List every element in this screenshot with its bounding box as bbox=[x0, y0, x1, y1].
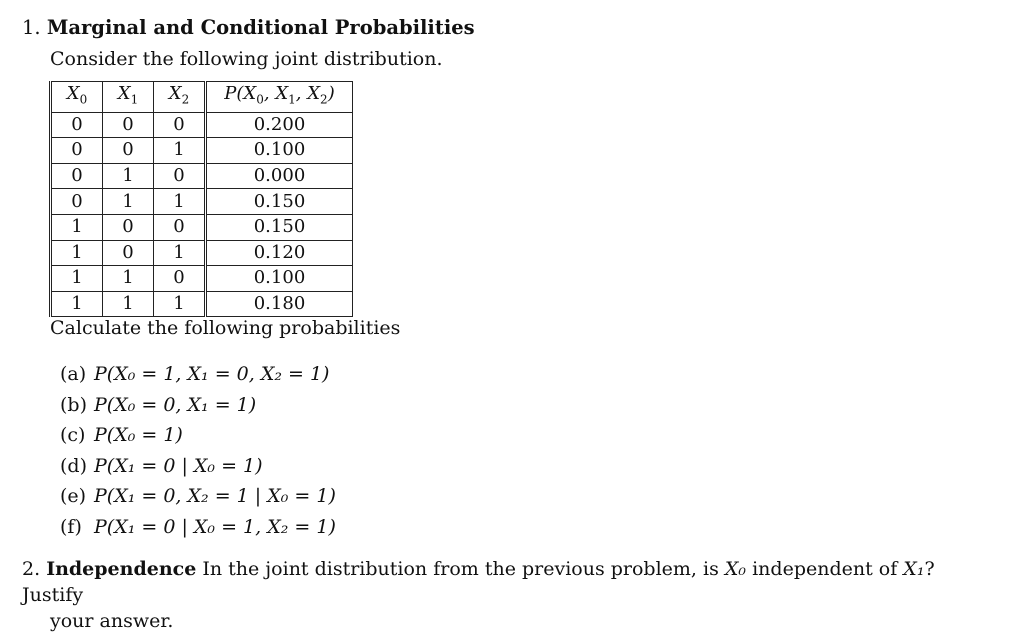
cell-x2: 1 bbox=[154, 291, 206, 317]
table-row bbox=[51, 266, 353, 292]
part-label: (d) bbox=[60, 454, 87, 477]
problem-2-text-line2: your answer. bbox=[50, 610, 174, 632]
part-expression: P(X₁ = 0, X₂ = 1 | X₀ = 1) bbox=[94, 485, 336, 507]
table-header-row bbox=[51, 82, 353, 113]
cell-x0: 0 bbox=[51, 138, 103, 164]
problem-2-number: 2. bbox=[22, 558, 41, 580]
cell-x2: 0 bbox=[154, 112, 206, 138]
cell-x0: 0 bbox=[51, 189, 103, 215]
problem-2-var-b: X₁ bbox=[903, 558, 925, 580]
part-expression: P(X₁ = 0 | X₀ = 1) bbox=[94, 454, 263, 477]
table-row bbox=[51, 214, 353, 240]
cell-x1: 0 bbox=[103, 138, 154, 164]
cell-x0: 1 bbox=[51, 266, 103, 292]
cell-x2: 0 bbox=[154, 266, 206, 292]
part-item bbox=[60, 421, 336, 452]
table-row bbox=[51, 291, 353, 317]
table-row bbox=[51, 163, 353, 189]
cell-probability: 0.150 bbox=[206, 189, 353, 215]
cell-x1: 0 bbox=[103, 112, 154, 138]
part-item bbox=[60, 482, 336, 513]
cell-x0: 1 bbox=[51, 240, 103, 266]
header-x0: $X_0$ bbox=[51, 82, 103, 113]
part-expression: P(X₁ = 0 | X₀ = 1, X₂ = 1) bbox=[94, 515, 336, 538]
problem-1-intro: Consider the following joint distribution. bbox=[50, 48, 443, 70]
part-item bbox=[60, 391, 336, 422]
cell-probability: 0.150 bbox=[206, 214, 353, 240]
cell-x2: 1 bbox=[154, 240, 206, 266]
cell-x1: 0 bbox=[103, 214, 154, 240]
table-row bbox=[51, 189, 353, 215]
cell-x2: 0 bbox=[154, 163, 206, 189]
problem-1-title: Marginal and Conditional Probabilities bbox=[46, 16, 475, 39]
table-row bbox=[51, 138, 353, 164]
cell-x1: 0 bbox=[103, 240, 154, 266]
cell-probability: 0.120 bbox=[206, 240, 353, 266]
problem-2 bbox=[22, 556, 992, 634]
part-label: (b) bbox=[60, 393, 87, 416]
table-row bbox=[51, 112, 353, 138]
header-x1: $X_1$ bbox=[103, 82, 154, 113]
cell-x0: 1 bbox=[51, 291, 103, 317]
cell-x1: 1 bbox=[103, 266, 154, 292]
cell-probability: 0.180 bbox=[206, 291, 353, 317]
header-x2: $X_2$ bbox=[154, 82, 206, 113]
cell-x1: 1 bbox=[103, 291, 154, 317]
problem-2-title: Independence bbox=[46, 558, 197, 580]
cell-probability: 0.000 bbox=[206, 163, 353, 189]
cell-x1: 1 bbox=[103, 163, 154, 189]
joint-distribution-table bbox=[49, 81, 353, 317]
problem-2-text-before: In the joint distribution from the previous problem, is bbox=[202, 558, 719, 580]
part-item bbox=[60, 452, 336, 483]
cell-x0: 0 bbox=[51, 112, 103, 138]
part-item bbox=[60, 513, 336, 544]
problem-1-number: 1. bbox=[22, 16, 41, 39]
problem-2-var-a: X₀ bbox=[724, 558, 747, 580]
part-label: (e) bbox=[60, 485, 87, 507]
cell-probability: 0.100 bbox=[206, 266, 353, 292]
cell-probability: 0.100 bbox=[206, 138, 353, 164]
parts-list bbox=[60, 360, 336, 543]
problem-1-heading bbox=[22, 16, 475, 39]
cell-x1: 1 bbox=[103, 189, 154, 215]
part-item bbox=[60, 360, 336, 391]
part-label: (c) bbox=[60, 424, 86, 446]
part-expression: P(X₀ = 0, X₁ = 1) bbox=[94, 393, 257, 416]
calculate-prompt: Calculate the following probabilities bbox=[50, 317, 401, 339]
problem-2-text-middle: independent of bbox=[752, 558, 898, 580]
cell-x0: 0 bbox=[51, 163, 103, 189]
cell-x2: 1 bbox=[154, 138, 206, 164]
part-label: (a) bbox=[60, 363, 87, 385]
problem-2-text-after: ? Justify bbox=[22, 558, 935, 606]
table-body bbox=[51, 112, 353, 317]
cell-x2: 0 bbox=[154, 214, 206, 240]
part-expression: P(X₀ = 1, X₁ = 0, X₂ = 1) bbox=[94, 363, 330, 385]
part-label: (f) bbox=[60, 515, 82, 538]
table-row bbox=[51, 240, 353, 266]
header-joint-probability: $P(X_0$, $X_1$, $X_2$) bbox=[206, 82, 353, 113]
cell-x2: 1 bbox=[154, 189, 206, 215]
cell-x0: 1 bbox=[51, 214, 103, 240]
part-expression: P(X₀ = 1) bbox=[94, 424, 183, 446]
cell-probability: 0.200 bbox=[206, 112, 353, 138]
